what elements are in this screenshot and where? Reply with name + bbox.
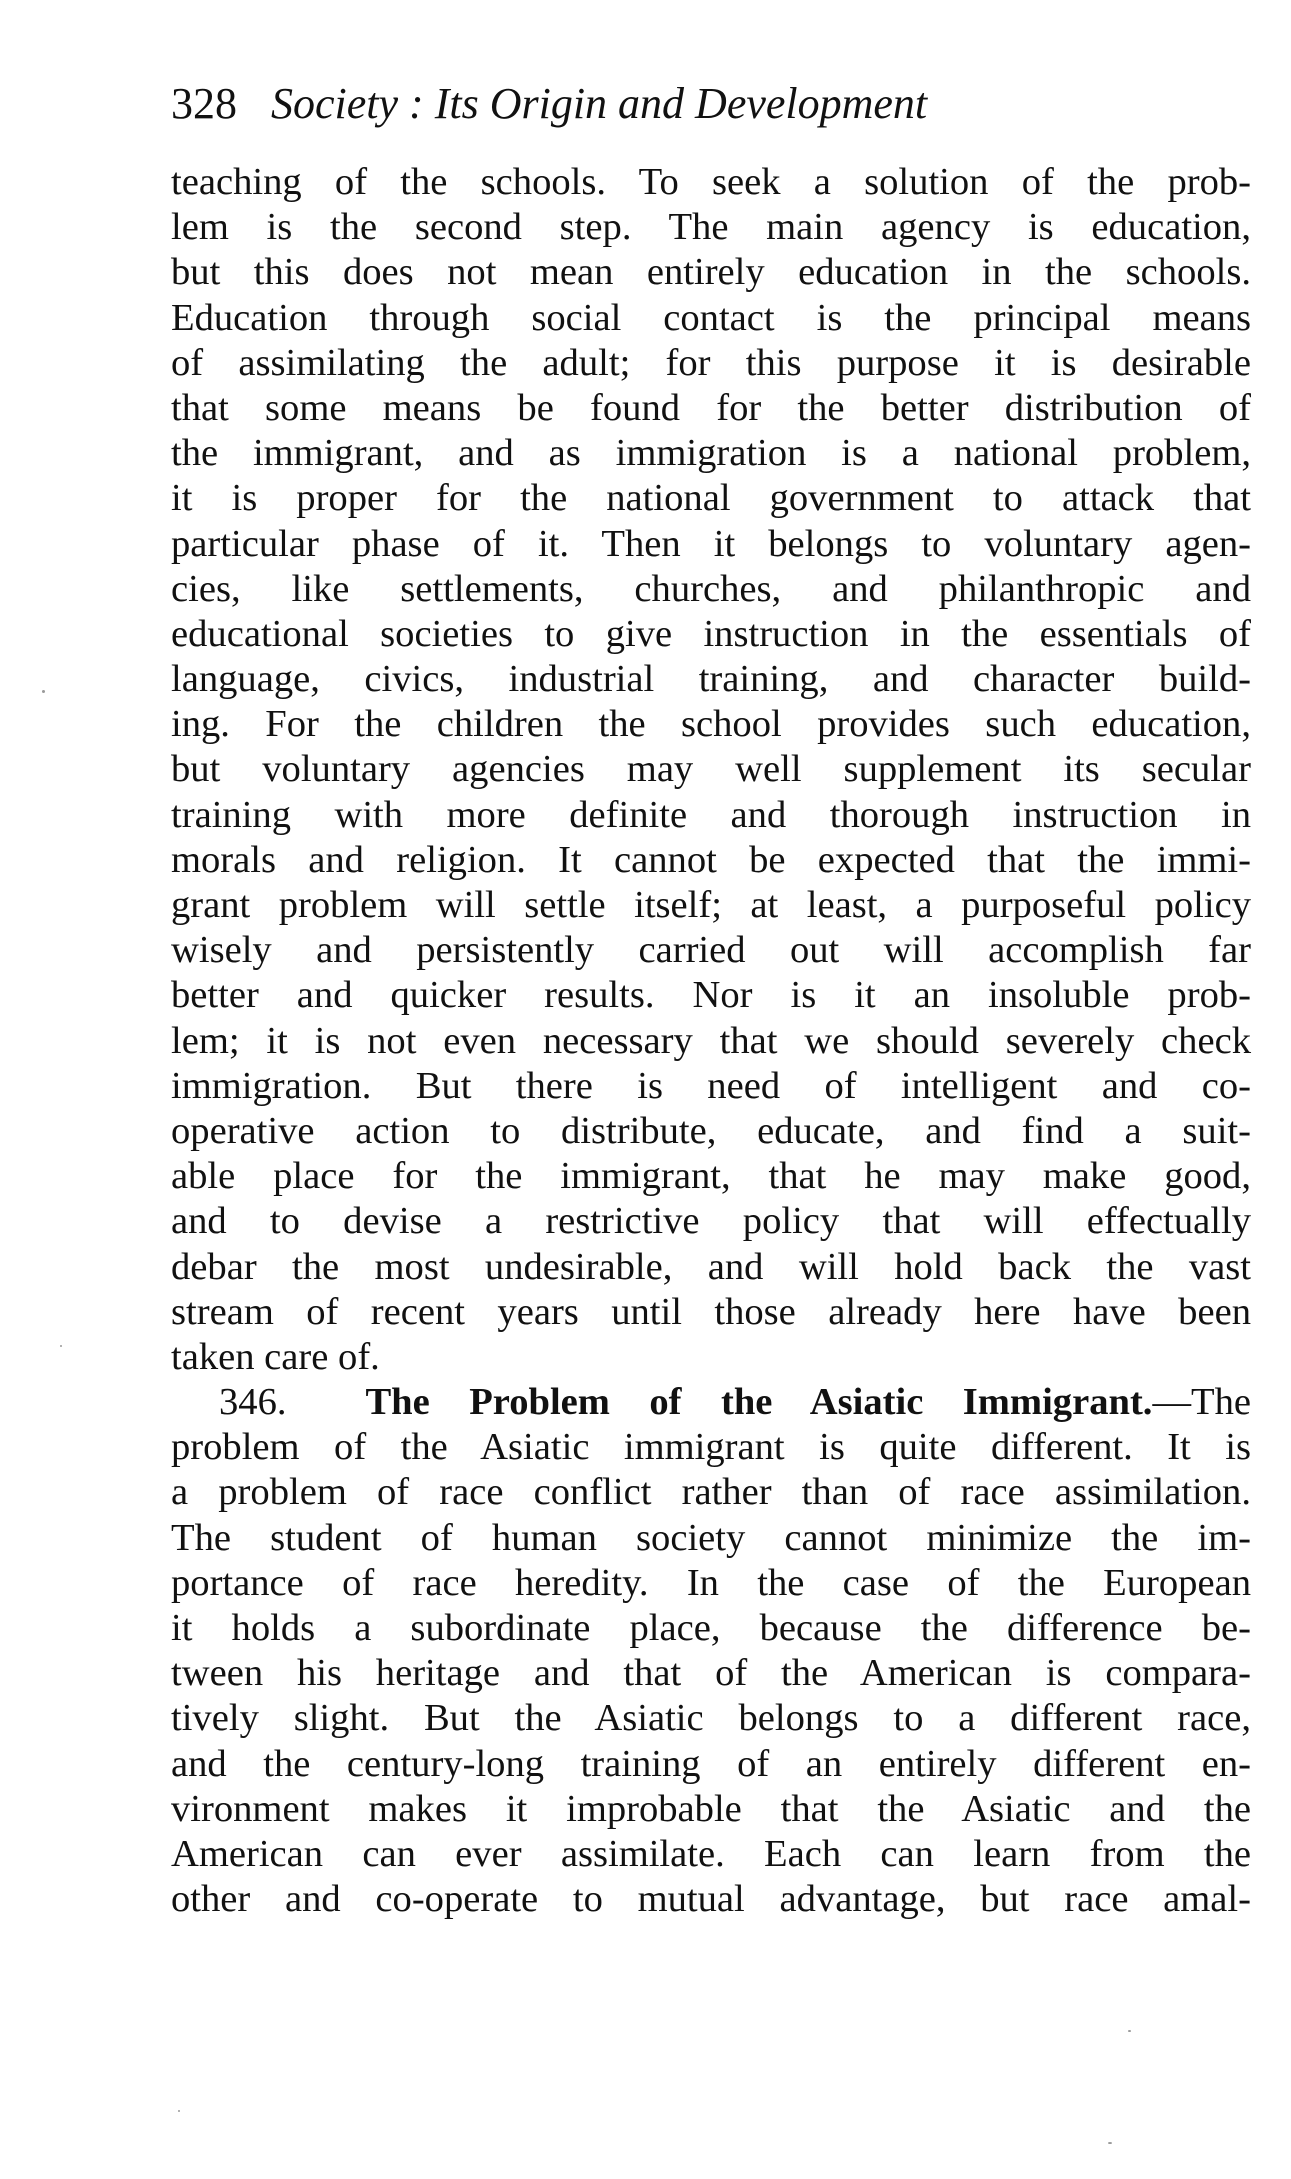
section-heading-continuation: —The	[1152, 1381, 1251, 1424]
section-heading: The Problem of the Asiatic Immigrant.	[365, 1381, 1153, 1424]
text-line: ing. For the children the school provides such education,	[171, 703, 1251, 746]
scan-speck	[178, 2110, 180, 2112]
text-line: tween his heritage and that of the American is compara-	[171, 1652, 1251, 1695]
text-line: language, civics, industrial training, and character build-	[171, 658, 1251, 701]
text-line: Education through social contact is the principal means	[171, 296, 1251, 339]
text-line: stream of recent years until those already here have been	[171, 1290, 1251, 1333]
text-line: lem is the second step. The main agency is education,	[171, 206, 1251, 249]
text-line: teaching of the schools. To seek a solution of the prob-	[171, 161, 1251, 203]
text-line: problem of the Asiatic immigrant is quite different. It is	[171, 1426, 1251, 1469]
text-line: operative action to distribute, educate, and find a suit-	[171, 1109, 1251, 1152]
text-line: grant problem will settle itself; at least, a purposeful policy	[171, 884, 1251, 926]
text-line: The student of human society cannot minimize the im-	[171, 1516, 1251, 1559]
text-line: educational societies to give instruction in the essentials of	[171, 612, 1251, 655]
body-text	[171, 160, 1251, 1922]
text-line: training with more definite and thorough instruction in	[171, 793, 1251, 836]
text-line: but voluntary agencies may well supplement its secular	[171, 748, 1251, 791]
section-number: 346.	[219, 1381, 287, 1424]
text-line: better and quicker results. Nor is it an insoluble prob-	[171, 974, 1251, 1017]
text-line: immigration. But there is need of intelligent and co-	[171, 1064, 1251, 1107]
text-line: other and co-operate to mutual advantage, but race amal-	[171, 1878, 1251, 1921]
scan-speck	[42, 690, 45, 693]
text-line: taken care of.	[171, 1335, 380, 1378]
text-line: a problem of race conflict rather than of race assimilation.	[171, 1471, 1251, 1514]
text-line: particular phase of it. Then it belongs to voluntary agen-	[171, 522, 1251, 565]
text-line: and to devise a restrictive policy that will effectually	[171, 1200, 1251, 1243]
text-line: lem; it is not even necessary that we should severely check	[171, 1019, 1251, 1062]
running-head	[171, 74, 1131, 134]
text-line: but this does not mean entirely education in the schools.	[171, 251, 1251, 294]
text-line: the immigrant, and as immigration is a national problem,	[171, 432, 1251, 475]
running-title: Society : Its Origin and Development	[271, 79, 928, 128]
text-line: of assimilating the adult; for this purpose it is desirable	[171, 341, 1251, 384]
text-line: tively slight. But the Asiatic belongs to a different race,	[171, 1697, 1251, 1740]
text-line: and the century-long training of an entirely different en-	[171, 1742, 1251, 1785]
scan-speck	[60, 1345, 62, 1347]
text-line: cies, like settlements, churches, and philanthropic and	[171, 567, 1251, 610]
text-line: able place for the immigrant, that he may make good,	[171, 1155, 1251, 1198]
scan-speck	[1128, 2030, 1131, 2032]
text-line: morals and religion. It cannot be expected that the immi-	[171, 838, 1251, 881]
scan-speck	[1108, 2142, 1112, 2144]
section-heading-line	[171, 1380, 1251, 1425]
text-line: vironment makes it improbable that the Asiatic and the	[171, 1787, 1251, 1830]
text-line: it is proper for the national government to attack that	[171, 477, 1251, 520]
text-line: portance of race heredity. In the case of the European	[171, 1561, 1251, 1604]
text-line: debar the most undesirable, and will hold back the vast	[171, 1245, 1251, 1288]
text-line: American can ever assimilate. Each can learn from the	[171, 1832, 1251, 1875]
text-line: it holds a subordinate place, because the difference be-	[171, 1607, 1251, 1649]
text-line: that some means be found for the better distribution of	[171, 386, 1251, 429]
page-number: 328	[171, 79, 237, 128]
text-line: wisely and persistently carried out will accomplish far	[171, 929, 1251, 972]
